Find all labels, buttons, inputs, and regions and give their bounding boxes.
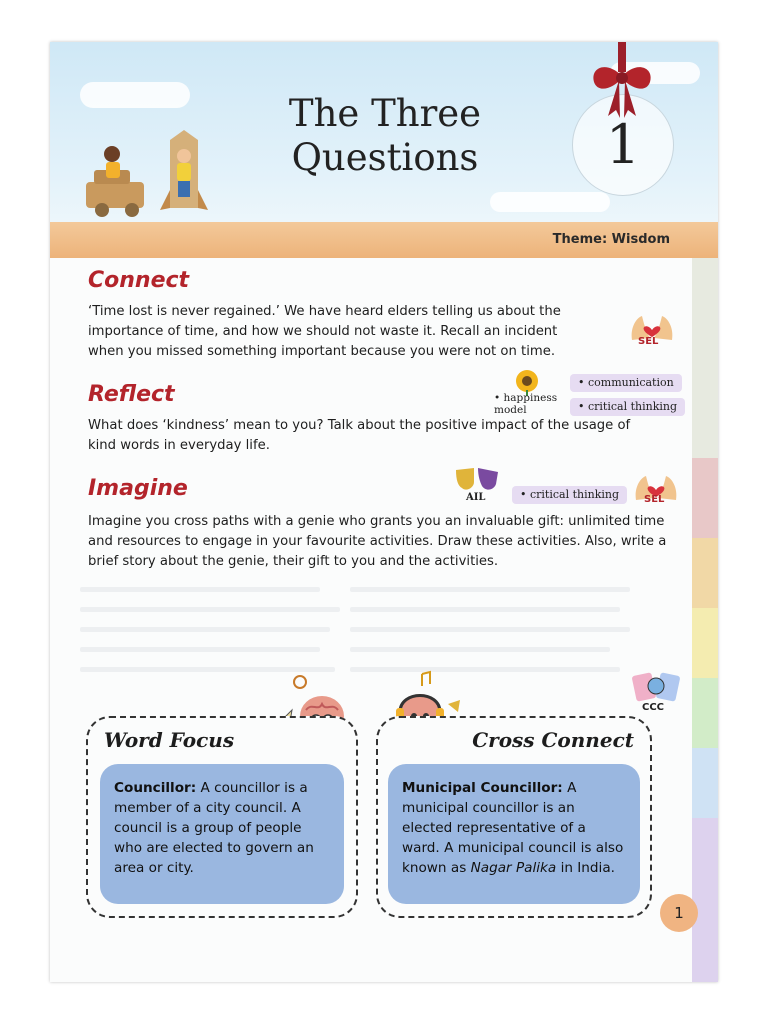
happiness-model-label: • happiness model	[494, 392, 558, 416]
word-focus-definition	[100, 764, 344, 904]
cross-connect-definition	[388, 764, 640, 904]
title-line-2: Questions	[291, 136, 479, 179]
book-page	[50, 42, 718, 982]
sel-badge	[626, 310, 678, 354]
cross-connect-text-1: A municipal councillor is an elected representative of a ward. A municipal council is also known as	[402, 780, 624, 876]
side-strip	[692, 818, 718, 982]
connect-heading: Connect	[88, 268, 190, 293]
word-focus-text: A councillor is a member of a city council. A council is a group of people who are elected to govern an area or city.	[114, 780, 314, 876]
cross-connect-italic: Nagar Palika	[470, 860, 557, 876]
page-number: 1	[660, 894, 698, 932]
chapter-title	[265, 92, 505, 180]
sel-label: SEL	[644, 494, 665, 505]
critical-thinking-tag: • critical thinking	[512, 486, 627, 504]
word-focus-term: Councillor:	[114, 780, 197, 796]
masks-icon	[452, 466, 502, 494]
theme-bar	[50, 222, 718, 258]
header-banner	[50, 42, 718, 232]
reflect-heading: Reflect	[88, 382, 175, 407]
title-line-1: The Three	[288, 92, 482, 135]
chapter-number: 1	[605, 113, 641, 176]
side-strip	[692, 258, 718, 458]
side-strip	[692, 608, 718, 678]
cross-connect-box	[376, 716, 652, 918]
word-focus-title: Word Focus	[104, 728, 235, 752]
kids-rocket-illustration	[80, 130, 220, 222]
cross-connect-text-2: in India.	[556, 860, 615, 876]
connect-text: ‘Time lost is never regained.’ We have heard elders telling us about the importance of time, and how we should not waste it. Recall an incident when you missed something important because you were not on time.	[88, 304, 561, 359]
side-strip	[692, 678, 718, 748]
side-strip	[692, 748, 718, 818]
communication-tag: • communication	[570, 374, 682, 392]
side-strip	[692, 458, 718, 538]
ribbon-bow-icon	[586, 42, 658, 122]
cloud-decoration	[490, 192, 610, 212]
imagine-heading: Imagine	[88, 476, 188, 501]
cross-connect-title: Cross Connect	[472, 728, 634, 752]
imagine-text: Imagine you cross paths with a genie who grants you an invaluable gift: unlimited time and resources to engage in your favourite activities. Draw these activities. Also, write a brief story about the genie, their gift to you and the activities.	[88, 514, 667, 569]
sel-badge	[630, 470, 682, 514]
sel-label: SEL	[638, 336, 659, 347]
word-focus-box	[86, 716, 358, 918]
cloud-decoration	[80, 82, 190, 108]
theme-label: Theme: Wisdom	[552, 232, 670, 247]
ccc-label: CCC	[642, 702, 665, 713]
cross-connect-term: Municipal Councillor:	[402, 780, 563, 796]
side-strip	[692, 538, 718, 608]
critical-thinking-tag: • critical thinking	[570, 398, 685, 416]
ail-label: AIL	[466, 492, 486, 503]
reflect-text: What does ‘kindness’ mean to you? Talk about the positive impact of the usage of kind words in everyday life.	[88, 418, 631, 453]
ccc-cards-icon	[628, 670, 684, 706]
